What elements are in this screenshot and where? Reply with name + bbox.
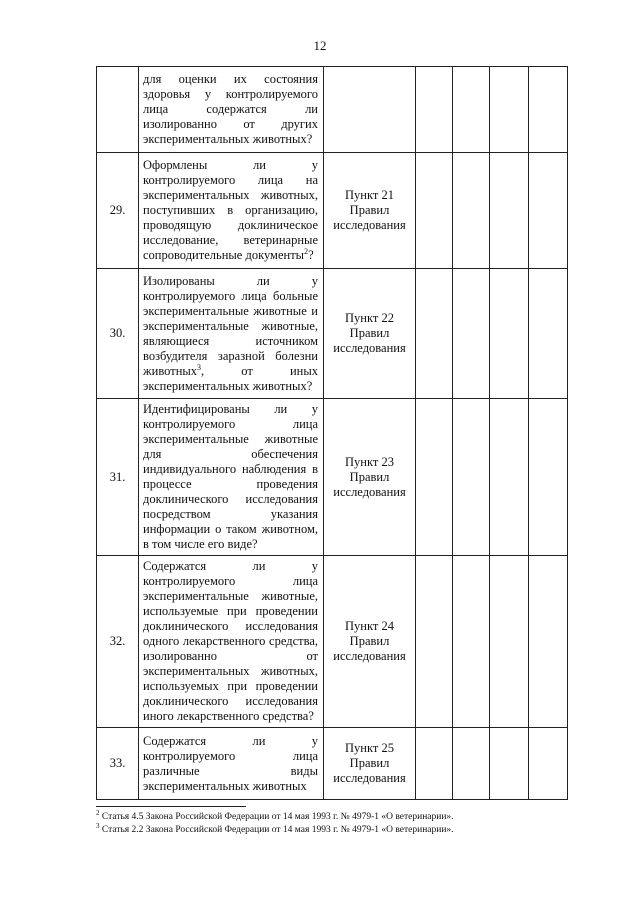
answer-cell (416, 399, 453, 556)
answer-cell (453, 269, 490, 399)
row-question: Изолированы ли у контролируемого лица больные экспериментальные животные и экспериментальные животные, являющиеся источником возбудителя заразной болезни животных$^3$, от иных экспериментальных животных? (139, 269, 324, 399)
row-question: Содержатся ли у контролируемого лица экспериментальные животные, используемые при проведении доклинического исследования одного лекарственного средства, изолированно от экспериментальных животных, используемых при проведении доклинического исследования иного лекарственного средства? (139, 556, 324, 728)
answer-cell (490, 728, 529, 800)
row-reference: Пункт 24 Правил исследования (324, 556, 416, 728)
answer-cell (453, 67, 490, 153)
table-row (97, 153, 568, 269)
row-question: для оценки их состояния здоровья у контролируемого лица содержатся ли изолированно от других экспериментальных животных? (139, 67, 324, 153)
answer-cell (416, 728, 453, 800)
footnote-mark: 3 (197, 362, 202, 372)
answer-cell (529, 399, 568, 556)
answer-cell (490, 269, 529, 399)
answer-cell (416, 67, 453, 153)
row-number (97, 67, 139, 153)
row-number: 30. (97, 269, 139, 399)
answer-cell (416, 556, 453, 728)
answer-cell (453, 153, 490, 269)
table-row (97, 728, 568, 800)
answer-cell (453, 556, 490, 728)
answer-cell (529, 153, 568, 269)
footnote-divider (96, 806, 246, 807)
row-reference: Пункт 25 Правил исследования (324, 728, 416, 800)
row-reference: Пункт 21 Правил исследования (324, 153, 416, 269)
footnote-item: $^3$ Статья 2.2 Закона Российской Федерации от 14 мая 1993 г. № 4979-1 «О ветеринарии». (96, 821, 454, 835)
answer-cell (529, 269, 568, 399)
footnotes (96, 808, 576, 837)
footnote-mark: 2 (304, 246, 309, 256)
row-reference (324, 67, 416, 153)
answer-cell (529, 556, 568, 728)
row-question: Содержатся ли у контролируемого лица различные виды экспериментальных животных (139, 728, 324, 800)
answer-cell (490, 153, 529, 269)
answer-cell (453, 399, 490, 556)
footnote-item: $^2$ Статья 4.5 Закона Российской Федерации от 14 мая 1993 г. № 4979-1 «О ветеринарии». (96, 808, 454, 822)
row-number: 31. (97, 399, 139, 556)
row-reference: Пункт 23 Правил исследования (324, 399, 416, 556)
answer-cell (529, 67, 568, 153)
row-number: 29. (97, 153, 139, 269)
row-question: Оформлены ли у контролируемого лица на экспериментальных животных, поступивших в организацию, проводящую доклиническое исследование, ветеринарные сопроводительные документы$^2$? (139, 153, 324, 269)
table-row (97, 399, 568, 556)
row-number: 32. (97, 556, 139, 728)
checklist-table (96, 66, 568, 800)
row-number: 33. (97, 728, 139, 800)
page-number: 12 (313, 38, 327, 53)
answer-cell (416, 269, 453, 399)
answer-cell (490, 556, 529, 728)
table-row (97, 556, 568, 728)
answer-cell (490, 67, 529, 153)
answer-cell (529, 728, 568, 800)
answer-cell (453, 728, 490, 800)
row-question: Идентифицированы ли у контролируемого лица экспериментальные животные для обеспечения индивидуального наблюдения в процессе проведения доклинического исследования посредством указания информации о таком животном, в том числе его виде? (139, 399, 324, 556)
row-reference: Пункт 22 Правил исследования (324, 269, 416, 399)
answer-cell (416, 153, 453, 269)
table-row (97, 269, 568, 399)
answer-cell (490, 399, 529, 556)
table-row (97, 67, 568, 153)
